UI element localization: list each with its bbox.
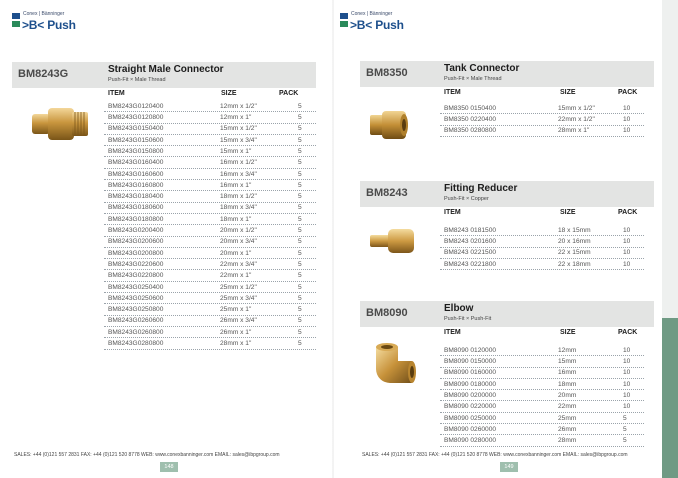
item-code: BM8243 0181500 — [444, 226, 497, 234]
table-row — [440, 225, 644, 236]
table-row — [104, 282, 316, 293]
item-code: BM8243G0160800 — [108, 181, 164, 189]
fitting-reducer-photo — [368, 225, 418, 257]
table-row — [440, 379, 644, 390]
table-row — [104, 293, 316, 304]
brand-name: >B< Push — [350, 18, 404, 32]
product-code: BM8243G — [18, 68, 69, 80]
table-row — [440, 435, 644, 446]
table-row — [104, 124, 316, 135]
product-table — [104, 101, 316, 350]
table-row — [440, 345, 644, 356]
product-subtitle: Push-Fit × Male Thread — [444, 76, 502, 82]
table-row — [104, 135, 316, 146]
item-size: 28mm x 1" — [558, 127, 590, 135]
col-size-header: SIZE — [560, 329, 576, 336]
item-code: BM8243G0180400 — [108, 193, 164, 201]
product-title: Elbow — [444, 303, 474, 314]
table-row — [440, 401, 644, 412]
item-size: 15mm x 1/2" — [220, 125, 257, 133]
item-pack: 5 — [298, 294, 302, 302]
item-size: 22 x 18mm — [558, 260, 591, 268]
item-size: 22mm x 1/2" — [558, 116, 595, 124]
item-size: 12mm x 1/2" — [220, 102, 257, 110]
table-row — [104, 146, 316, 157]
item-code: BM8243G0260600 — [108, 317, 164, 325]
table-row — [104, 338, 316, 349]
table-row — [440, 368, 644, 379]
item-code: BM8090 0120000 — [444, 346, 497, 354]
table-row — [440, 126, 644, 137]
logo-mark-green — [12, 21, 20, 27]
col-size-header: SIZE — [221, 90, 237, 97]
item-pack: 5 — [623, 414, 627, 422]
item-code: BM8243G0250600 — [108, 294, 164, 302]
col-item-header: ITEM — [444, 209, 461, 216]
item-size: 26mm x 1" — [220, 328, 252, 336]
item-pack: 5 — [298, 204, 302, 212]
item-code: BM8243G0150400 — [108, 125, 164, 133]
product-table — [440, 103, 644, 137]
item-pack: 10 — [623, 249, 631, 257]
item-code: BM8243 0221500 — [444, 249, 497, 257]
table-row — [440, 259, 644, 270]
item-pack: 10 — [623, 127, 631, 135]
item-size: 18mm x 1/2" — [220, 193, 257, 201]
item-code: BM8243G0150600 — [108, 136, 164, 144]
table-row — [104, 237, 316, 248]
item-code: BM8243 0221800 — [444, 260, 497, 268]
item-size: 22mm x 1" — [220, 272, 252, 280]
col-size-header: SIZE — [560, 89, 576, 96]
item-size: 20mm x 1" — [220, 249, 252, 257]
item-size: 12mm x 1" — [220, 114, 252, 122]
item-size: 26mm x 3/4" — [220, 317, 257, 325]
brand-logo — [340, 11, 460, 39]
item-pack: 5 — [298, 181, 302, 189]
table-row — [104, 248, 316, 259]
item-pack: 10 — [623, 260, 631, 268]
item-size: 15mm — [558, 358, 577, 366]
page-number: 148 — [160, 462, 178, 472]
item-code: BM8090 0200000 — [444, 391, 497, 399]
item-size: 22 x 15mm — [558, 249, 591, 257]
table-row — [440, 103, 644, 114]
item-pack: 10 — [623, 369, 631, 377]
item-pack: 10 — [623, 403, 631, 411]
item-code: BM8243G0120800 — [108, 114, 164, 122]
item-code: BM8350 0150400 — [444, 104, 497, 112]
product-subtitle: Push-Fit × Push-Fit — [444, 316, 492, 322]
item-pack: 5 — [623, 437, 627, 445]
col-pack-header: PACK — [618, 209, 638, 216]
table-row — [104, 304, 316, 315]
col-pack-header: PACK — [618, 89, 638, 96]
footer-contact: SALES: +44 (0)121 557 2831 FAX: +44 (0)121 520 8778 WEB: www.conexbanninger.com EMAIL: sales@ibpgroup.com — [14, 452, 280, 458]
item-code: BM8243G0200400 — [108, 227, 164, 235]
tank-connector-photo — [366, 105, 410, 145]
product-title: Straight Male Connector — [108, 64, 224, 75]
item-code: BM8090 0260000 — [444, 425, 497, 433]
table-row — [104, 101, 316, 112]
item-size: 20mm x 3/4" — [220, 238, 257, 246]
product-table — [440, 225, 644, 270]
col-item-header: ITEM — [108, 90, 125, 97]
col-item-header: ITEM — [444, 329, 461, 336]
item-pack: 5 — [298, 249, 302, 257]
logo-mark-blue — [340, 13, 348, 19]
item-size: 16mm — [558, 369, 577, 377]
item-size: 28mm — [558, 437, 577, 445]
item-size: 18 x 15mm — [558, 226, 591, 234]
table-row — [104, 259, 316, 270]
item-code: BM8243G0200800 — [108, 249, 164, 257]
item-pack: 10 — [623, 346, 631, 354]
item-size: 20mm — [558, 391, 577, 399]
item-pack: 5 — [298, 317, 302, 325]
table-row — [440, 236, 644, 247]
table-row — [104, 316, 316, 327]
item-size: 15mm x 3/4" — [220, 136, 257, 144]
table-row — [104, 214, 316, 225]
table-row — [104, 169, 316, 180]
item-code: BM8090 0250000 — [444, 414, 497, 422]
table-row — [104, 191, 316, 202]
left-page — [0, 0, 332, 478]
product-table — [440, 345, 644, 447]
page-edge-strip — [662, 0, 678, 478]
item-code: BM8243G0250800 — [108, 306, 164, 314]
item-size: 16mm x 3/4" — [220, 170, 257, 178]
item-pack: 5 — [298, 136, 302, 144]
item-size: 26mm — [558, 425, 577, 433]
item-pack: 5 — [298, 260, 302, 268]
logo-mark-blue — [12, 13, 20, 19]
item-code: BM8243G0180800 — [108, 215, 164, 223]
item-code: BM8243G0220600 — [108, 260, 164, 268]
item-code: BM8090 0180000 — [444, 380, 497, 388]
item-pack: 5 — [298, 238, 302, 246]
item-code: BM8243G0160400 — [108, 159, 164, 167]
item-code: BM8243G0150800 — [108, 147, 164, 155]
product-code: BM8090 — [366, 307, 408, 319]
item-code: BM8243G0280800 — [108, 340, 164, 348]
table-row — [440, 356, 644, 367]
item-pack: 5 — [298, 102, 302, 110]
item-code: BM8243G0250400 — [108, 283, 164, 291]
item-pack: 5 — [298, 272, 302, 280]
table-row — [440, 413, 644, 424]
item-code: BM8350 0280800 — [444, 127, 497, 135]
col-size-header: SIZE — [560, 209, 576, 216]
table-row — [104, 203, 316, 214]
footer-contact: SALES: +44 (0)121 557 2831 FAX: +44 (0)121 520 8778 WEB: www.conexbanninger.com EMAIL: sales@ibpgroup.com — [362, 452, 628, 458]
product-code: BM8243 — [366, 187, 408, 199]
item-code: BM8243G0260800 — [108, 328, 164, 336]
item-code: BM8243G0220800 — [108, 272, 164, 280]
elbow-photo — [366, 339, 420, 393]
product-title: Fitting Reducer — [444, 183, 518, 194]
product-subtitle: Push-Fit × Copper — [444, 196, 489, 202]
item-pack: 5 — [298, 283, 302, 291]
item-code: BM8350 0220400 — [444, 116, 497, 124]
item-pack: 10 — [623, 104, 631, 112]
item-size: 18mm x 1" — [220, 215, 252, 223]
item-code: BM8090 0220000 — [444, 403, 497, 411]
straight-male-connector-photo — [30, 102, 92, 146]
item-size: 25mm x 3/4" — [220, 294, 257, 302]
item-code: BM8243G0120400 — [108, 102, 164, 110]
item-pack: 5 — [298, 114, 302, 122]
item-size: 20mm x 1/2" — [220, 227, 257, 235]
product-code: BM8350 — [366, 67, 408, 79]
page-number: 149 — [500, 462, 518, 472]
item-pack: 5 — [298, 147, 302, 155]
table-row — [104, 270, 316, 281]
item-pack: 5 — [623, 425, 627, 433]
item-pack: 10 — [623, 380, 631, 388]
item-size: 16mm x 1/2" — [220, 159, 257, 167]
item-pack: 10 — [623, 238, 631, 246]
table-row — [440, 424, 644, 435]
item-code: BM8243G0200600 — [108, 238, 164, 246]
item-code: BM8243G0160600 — [108, 170, 164, 178]
item-size: 25mm x 1" — [220, 306, 252, 314]
item-size: 22mm — [558, 403, 577, 411]
item-pack: 5 — [298, 159, 302, 167]
item-size: 25mm x 1/2" — [220, 283, 257, 291]
table-row — [440, 390, 644, 401]
product-subtitle: Push-Fit × Male Thread — [108, 77, 166, 83]
col-pack-header: PACK — [279, 90, 299, 97]
item-size: 15mm x 1" — [220, 147, 252, 155]
logo-mark-green — [340, 21, 348, 27]
item-size: 22mm x 3/4" — [220, 260, 257, 268]
item-pack: 5 — [298, 340, 302, 348]
brand-name: >B< Push — [22, 18, 76, 32]
item-code: BM8090 0150000 — [444, 358, 497, 366]
brand-logo — [12, 11, 132, 39]
item-pack: 5 — [298, 227, 302, 235]
item-pack: 5 — [298, 170, 302, 178]
table-row — [104, 180, 316, 191]
table-row — [104, 157, 316, 168]
brand-small: Conex | Bänninger — [23, 11, 65, 17]
table-row — [440, 114, 644, 125]
item-size: 18mm x 3/4" — [220, 204, 257, 212]
item-code: BM8243 0201600 — [444, 238, 497, 246]
item-pack: 5 — [298, 193, 302, 201]
edge-tab — [662, 318, 678, 478]
item-size: 20 x 16mm — [558, 238, 591, 246]
item-size: 16mm x 1" — [220, 181, 252, 189]
table-row — [104, 327, 316, 338]
item-size: 25mm — [558, 414, 577, 422]
item-size: 15mm x 1/2" — [558, 104, 595, 112]
item-pack: 5 — [298, 306, 302, 314]
item-size: 28mm x 1" — [220, 340, 252, 348]
item-size: 18mm — [558, 380, 577, 388]
item-pack: 10 — [623, 358, 631, 366]
item-pack: 10 — [623, 226, 631, 234]
item-pack: 10 — [623, 391, 631, 399]
item-pack: 5 — [298, 328, 302, 336]
table-row — [104, 112, 316, 123]
col-pack-header: PACK — [618, 329, 638, 336]
item-pack: 10 — [623, 116, 631, 124]
item-size: 12mm — [558, 346, 577, 354]
item-pack: 5 — [298, 125, 302, 133]
item-code: BM8090 0280000 — [444, 437, 497, 445]
right-page — [334, 0, 662, 478]
product-title: Tank Connector — [444, 63, 520, 74]
brand-small: Conex | Bänninger — [351, 11, 393, 17]
table-row — [440, 248, 644, 259]
item-code: BM8243G0180600 — [108, 204, 164, 212]
table-row — [104, 225, 316, 236]
item-pack: 5 — [298, 215, 302, 223]
item-code: BM8090 0160000 — [444, 369, 497, 377]
col-item-header: ITEM — [444, 89, 461, 96]
